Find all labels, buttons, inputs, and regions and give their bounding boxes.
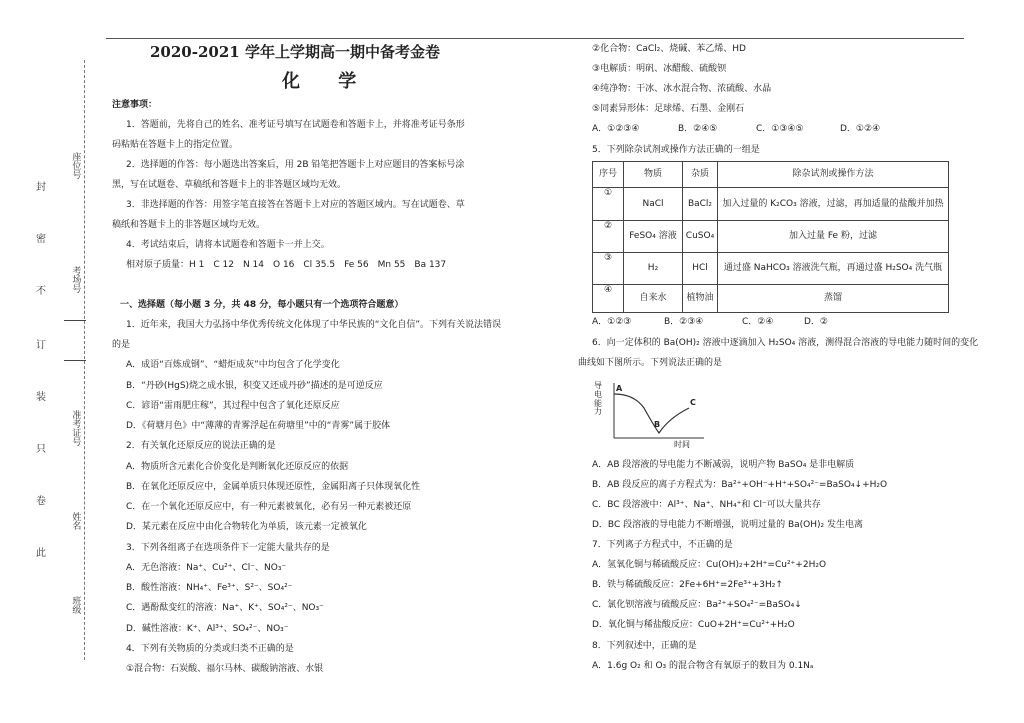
table-cell: 加入过量 Fe 粉，过滤: [718, 221, 949, 253]
choice-option: C．①③④⑤: [756, 124, 804, 134]
notice-line: 稿纸和答题卡上的非答题区域均无效。: [112, 220, 266, 230]
option-line: D．BC 段溶液的导电能力不断增强，说明过量的 Ba(OH)₂ 发生电离: [592, 520, 863, 530]
notice-line: 4．考试结束后，请将本试题卷和答题卡一并上交。: [126, 240, 330, 250]
question-line: 曲线如下图所示。下列说法正确的是: [578, 358, 723, 368]
table-cell: HCl: [683, 253, 718, 285]
binding-field-name: 姓名: [70, 512, 81, 530]
graph-point-label: B: [654, 420, 661, 429]
table-cell: BaCl₂: [683, 188, 718, 221]
option-line: A．物质所含元素化合价变化是判断氧化还原反应的依据: [126, 462, 349, 472]
choice-option: B．②③④: [664, 317, 704, 327]
question-line: 8．下列叙述中，正确的是: [592, 641, 697, 651]
header-rule: [106, 38, 964, 39]
question-line: 5．下列除杂试剂或操作方法正确的一组是: [592, 145, 760, 155]
option-line: ①混合物：石炭酸、福尔马林、碳酸钠溶液、水银: [126, 664, 324, 674]
table-header: 杂质: [683, 162, 718, 188]
option-line: ⑤同素异形体：足球烯、石墨、金刚石: [592, 104, 745, 114]
binding-field-class: 班级: [70, 596, 81, 614]
conductivity-graph: [594, 378, 714, 448]
option-line: C．在一个氧化还原反应中，有一种元素被氧化，必有另一种元素被还原: [126, 502, 412, 512]
option-line: A．成语“百炼成钢”、“蜡炬成灰”中均包含了化学变化: [126, 360, 340, 370]
question-line: 4．下列有关物质的分类或归类不正确的是: [126, 644, 294, 654]
option-line: C．遇酚酞变红的溶液：Na⁺、K⁺、SO₄²⁻、NO₃⁻: [126, 603, 324, 613]
notice-line: 黑，写在试题卷、草稿纸和答题卡上的非答题区域均无效。: [112, 180, 347, 190]
graph-point-label: A: [616, 384, 623, 393]
option-line: D．碱性溶液：K⁺、Al³⁺、SO₄²⁻、NO₃⁻: [126, 624, 289, 634]
question-line: 6．向一定体积的 Ba(OH)₂ 溶液中逐滴加入 H₂SO₄ 溶液，测得混合溶液的导电能力随时间的变化: [592, 338, 979, 348]
conductivity-curve: [614, 394, 689, 433]
notice-heading: 注意事项：: [112, 100, 158, 110]
option-line: D．氧化铜与稀盐酸反应：CuO+2H⁺=Cu²⁺+H₂O: [592, 620, 795, 630]
impurity-table: [592, 161, 949, 313]
table-cell: 植物油: [683, 285, 718, 313]
seal-char: 封: [36, 182, 46, 193]
table-cell: NaCl: [624, 188, 683, 221]
option-line: B．在氧化还原反应中，金属单质只体现还原性，金属阳离子只体现氧化性: [126, 482, 421, 492]
table-cell: ③: [593, 253, 624, 285]
table-row: [593, 253, 949, 285]
seal-char: 只: [36, 444, 46, 455]
binding-field-ticket: 准考证号: [70, 410, 81, 446]
table-cell: FeSO₄ 溶液: [624, 221, 683, 253]
table-row: [593, 285, 949, 313]
table-cell: ②: [593, 221, 624, 253]
table-cell: 蒸馏: [718, 285, 949, 313]
graph-point-label: C: [690, 398, 696, 407]
seal-char: 装: [36, 392, 46, 403]
option-line: B．铁与稀硫酸反应：2Fe+6H⁺=2Fe³⁺+3H₂↑: [592, 580, 783, 590]
choice-option: D．①②④: [840, 124, 881, 134]
question-line: 3．下列各组离子在选项条件下一定能大量共存的是: [126, 543, 330, 553]
option-line: A．无色溶液：Na⁺、Cu²⁺、Cl⁻、NO₃⁻: [126, 563, 287, 573]
subject-title: 化 学: [282, 71, 373, 92]
option-line: ②化合物：CaCl₂、烧碱、苯乙烯、HD: [592, 44, 746, 54]
table-header: 除杂试剂或操作方法: [718, 162, 949, 188]
option-line: A．氢氧化铜与稀硫酸反应：Cu(OH)₂+2H⁺=Cu²⁺+2H₂O: [592, 560, 827, 570]
question-line: 1．近年来，我国大力弘扬中华优秀传统文化体现了中华民族的“文化自信”。下列有关说法错误: [126, 320, 502, 330]
notice-line: 1．答题前，先将自己的姓名、准考证号填写在试题卷和答题卡上，并将准考证号条形: [126, 120, 465, 130]
seal-char: 卷: [36, 496, 46, 507]
table-header-row: [593, 162, 949, 188]
seal-char: 密: [36, 234, 46, 245]
option-line: ③电解质：明矾、冰醋酸、硫酸钡: [592, 64, 727, 74]
graph-svg: [594, 378, 714, 448]
table-row: [593, 188, 949, 221]
choice-option: A．①②③: [592, 317, 632, 327]
option-line: C．谚语“雷雨肥庄稼”，其过程中包含了氧化还原反应: [126, 401, 340, 411]
table-cell: ④: [593, 285, 624, 313]
option-line: C．BC 段溶液中：Al³⁺、Na⁺、NH₄⁺和 Cl⁻可以大量共存: [592, 500, 821, 510]
exam-title: 2020-2021 学年上学期高一期中备考金卷: [150, 43, 440, 61]
choice-option: D．②: [804, 317, 828, 327]
seal-char: 此: [36, 548, 46, 559]
question-line: 7．下列离子方程式中，不正确的是: [592, 540, 733, 550]
table-header: 序号: [593, 162, 624, 188]
seal-char: 订: [36, 340, 46, 351]
table-header: 物质: [624, 162, 683, 188]
graph-x-label: 时间: [674, 440, 690, 449]
binding-slot: [64, 360, 86, 361]
table-cell: 加入过量的 K₂CO₃ 溶液，过滤，再加适量的盐酸并加热: [718, 188, 949, 221]
option-line: C．氯化钡溶液与硫酸反应：Ba²⁺+SO₄²⁻=BaSO₄↓: [592, 600, 802, 610]
table-cell: 自来水: [624, 285, 683, 313]
choice-option: C．②④: [742, 317, 774, 327]
option-line: A．AB 段溶液的导电能力不断减弱，说明产物 BaSO₄ 是非电解质: [592, 460, 855, 470]
table-cell: 通过盛 NaHCO₃ 溶液洗气瓶，再通过盛 H₂SO₄ 洗气瓶: [718, 253, 949, 285]
binding-slot: [64, 320, 86, 321]
table-cell: H₂: [624, 253, 683, 285]
option-line: B．“丹砂(HgS)烧之成水银，积变又还成丹砂”描述的是可逆反应: [126, 381, 383, 391]
option-line: B．AB 段反应的离子方程式为：Ba²⁺+OH⁻+H⁺+SO₄²⁻=BaSO₄↓+H₂O: [592, 480, 888, 490]
option-line: D．某元素在反应中由化合物转化为单质，该元素一定被氧化: [126, 522, 367, 532]
atomic-mass-line: 相对原子质量：H 1 C 12 N 14 O 16 Cl 35.5 Fe 56 Mn 55 Ba 137: [126, 260, 447, 270]
binding-field-seat: 座位号: [70, 152, 81, 179]
choice-option: A．①②③④: [592, 124, 640, 134]
question-line: 的是: [112, 340, 131, 350]
option-line: D．《荷塘月色》中“薄薄的青雾浮起在荷塘里”中的“青雾”属于胶体: [126, 421, 391, 431]
choice-option: B．②④⑤: [678, 124, 718, 134]
question-line: 2．有关氧化还原反应的说法正确的是: [126, 441, 276, 451]
table-row: [593, 221, 949, 253]
option-line: B．酸性溶液：NH₄⁺、Fe³⁺、S²⁻、SO₄²⁻: [126, 583, 293, 593]
option-line: A．1.6g O₂ 和 O₃ 的混合物含有氧原子的数目为 0.1Nₐ: [592, 661, 814, 671]
notice-line: 3．非选择题的作答：用签字笔直接答在答题卡上对应的答题区域内。写在试题卷、草: [126, 200, 465, 210]
option-line: ④纯净物：干冰、冰水混合物、浓硫酸、水晶: [592, 84, 772, 94]
seal-char: 不: [36, 286, 46, 297]
table-cell: ①: [593, 188, 624, 221]
table-cell: CuSO₄: [683, 221, 718, 253]
graph-y-label: 导电能力: [594, 381, 602, 417]
section-heading: 一、选择题（每小题 3 分，共 48 分，每小题只有一个选项符合题意）: [120, 300, 404, 310]
notice-line: 码粘贴在答题卡上的指定位置。: [112, 140, 239, 150]
notice-line: 2．选择题的作答：每小题选出答案后，用 2B 铅笔把答题卡上对应题目的答案标号涂: [126, 160, 465, 170]
binding-field-room: 考场号: [70, 266, 81, 293]
